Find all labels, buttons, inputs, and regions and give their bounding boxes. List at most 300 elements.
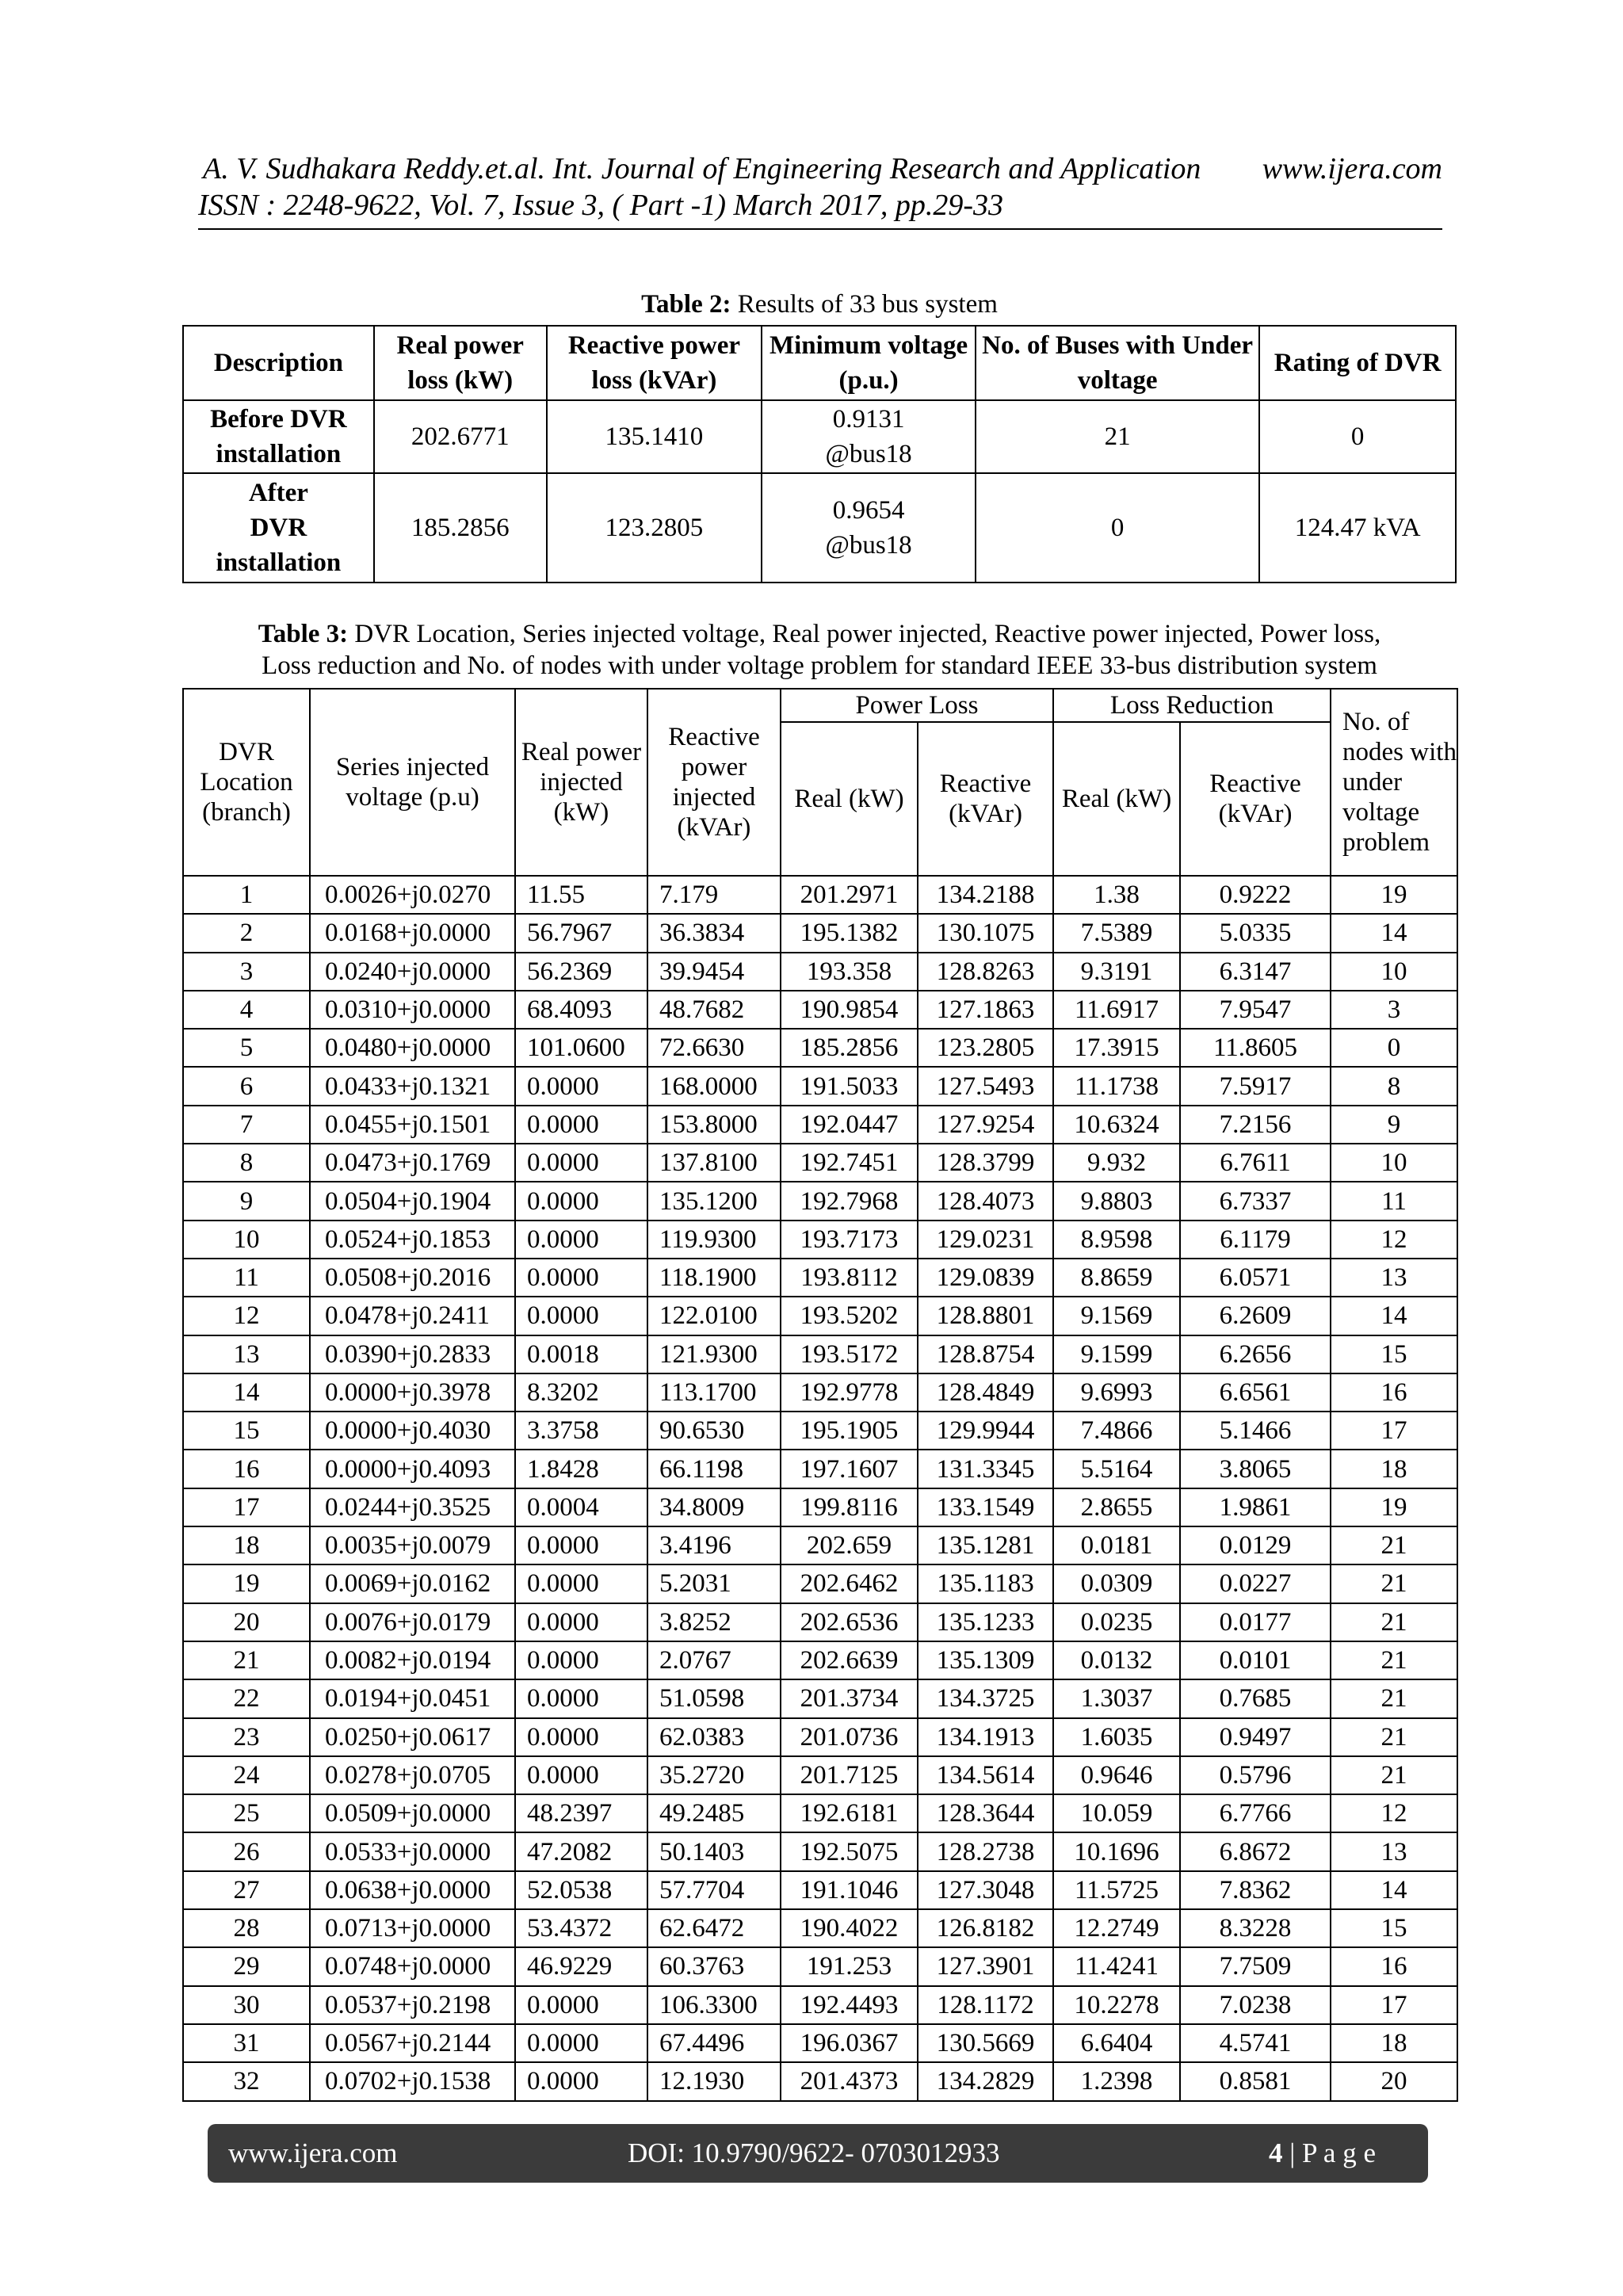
table3-cell: 0.0000: [515, 1221, 647, 1259]
table3-cell: 0.0132: [1053, 1641, 1180, 1679]
table3-cell: 0.0000: [515, 1756, 647, 1794]
table3-cell: 0.0168+j0.0000: [310, 914, 515, 952]
table3-row: [183, 1221, 1457, 1259]
table3-cell: 17: [183, 1488, 310, 1526]
table3-row: [183, 991, 1457, 1029]
table3-row: [183, 1335, 1457, 1373]
table3-cell: 0.0000: [515, 1144, 647, 1182]
table2-cell: 202.6771: [374, 400, 547, 473]
table2-header-cell: Minimum voltage (p.u.): [762, 326, 976, 400]
table3-row: [183, 1450, 1457, 1488]
table3-cell: 121.9300: [647, 1335, 781, 1373]
table3-header-voltage: Series injected voltage (p.u): [310, 689, 515, 876]
table3-cell: 0.0000+j0.4093: [310, 1450, 515, 1488]
table3-cell: 6.6404: [1053, 2024, 1180, 2062]
table3-cell: 6.2609: [1180, 1297, 1331, 1335]
table3-cell: 0.0390+j0.2833: [310, 1335, 515, 1373]
table3-cell: 66.1198: [647, 1450, 781, 1488]
table3-cell: 190.4022: [781, 1909, 918, 1947]
table3-row: [183, 1488, 1457, 1526]
table3-cell: 192.9778: [781, 1373, 918, 1412]
table3-row: [183, 914, 1457, 952]
table3-cell: 4.5741: [1180, 2024, 1331, 2062]
table3-cell: 130.1075: [918, 914, 1053, 952]
table3-cell: 9.1569: [1053, 1297, 1180, 1335]
table3-cell: 0.0000: [515, 1986, 647, 2024]
table3-cell: 193.5202: [781, 1297, 918, 1335]
table3-cell: 128.3644: [918, 1794, 1053, 1832]
table3-cell: 0.0250+j0.0617: [310, 1718, 515, 1756]
table3-row: [183, 2024, 1457, 2062]
table3-cell: 192.4493: [781, 1986, 918, 2024]
table3-cell: 10.6324: [1053, 1106, 1180, 1144]
table3-cell: 0.0076+j0.0179: [310, 1603, 515, 1641]
table3-cell: 193.5172: [781, 1335, 918, 1373]
table3-cell: 193.7173: [781, 1221, 918, 1259]
table3-cell: 12: [183, 1297, 310, 1335]
table3-cell: 0.0000+j0.3978: [310, 1373, 515, 1412]
table3-row: [183, 1259, 1457, 1297]
table3-cell: 0.0473+j0.1769: [310, 1144, 515, 1182]
page-number: 4: [1269, 2137, 1283, 2168]
table3-cell: 0.0748+j0.0000: [310, 1947, 515, 1985]
table3-subheader-real: Real (kW): [781, 722, 918, 876]
table3-cell: 106.3300: [647, 1986, 781, 2024]
table3-cell: 192.7968: [781, 1182, 918, 1220]
table3-cell: 192.6181: [781, 1794, 918, 1832]
table3-cell: 56.7967: [515, 914, 647, 952]
table3-cell: 191.5033: [781, 1067, 918, 1105]
table2-row: [183, 473, 1456, 583]
table3-cell: 35.2720: [647, 1756, 781, 1794]
table3-cell: 2.8655: [1053, 1488, 1180, 1526]
table3-cell: 7.0238: [1180, 1986, 1331, 2024]
table3-cell: 17: [1331, 1986, 1457, 2024]
table2-header-cell: Rating of DVR: [1259, 326, 1456, 400]
table3-cell: 1.9861: [1180, 1488, 1331, 1526]
table3-cell: 10: [183, 1221, 310, 1259]
table3-cell: 5.0335: [1180, 914, 1331, 952]
table3-cell: 2.0767: [647, 1641, 781, 1679]
table3-cell: 195.1905: [781, 1412, 918, 1450]
table3-cell: 10: [1331, 1144, 1457, 1182]
table3-cell: 1: [183, 876, 310, 914]
desc-line: DVR: [250, 514, 307, 542]
table3-cell: 31: [183, 2024, 310, 2062]
table3-cell: 0.0524+j0.1853: [310, 1221, 515, 1259]
table2-caption-label: Table 2:: [641, 290, 731, 319]
table2-row: [183, 400, 1456, 473]
table3-cell: 134.3725: [918, 1679, 1053, 1717]
table3-cell: 0.0000: [515, 2062, 647, 2100]
table3-cell: 11.5725: [1053, 1871, 1180, 1909]
table3-cell: 0.0000: [515, 1641, 647, 1679]
table3-cell: 39.9454: [647, 953, 781, 991]
table3-cell: 201.2971: [781, 876, 918, 914]
table3-cell: 10.1696: [1053, 1832, 1180, 1870]
table3-cell: 195.1382: [781, 914, 918, 952]
table3-cell: 6.1179: [1180, 1221, 1331, 1259]
table3-cell: 0.0000: [515, 1106, 647, 1144]
table3-subheader-reactive: Reactive (kVAr): [918, 722, 1053, 876]
table3-cell: 202.6536: [781, 1603, 918, 1641]
table3-cell: 14: [1331, 1297, 1457, 1335]
table3-cell: 16: [1331, 1373, 1457, 1412]
table3-cell: 7.2156: [1180, 1106, 1331, 1144]
table3-cell: 16: [183, 1450, 310, 1488]
table3-cell: 11: [183, 1259, 310, 1297]
table3-cell: 128.1172: [918, 1986, 1053, 2024]
table3-cell: 7.4866: [1053, 1412, 1180, 1450]
table3-cell: 134.2829: [918, 2062, 1053, 2100]
table3-cell: 0.0018: [515, 1335, 647, 1373]
footer-page: [1269, 2137, 1376, 2169]
table3-cell: 0.0004: [515, 1488, 647, 1526]
table3-cell: 1.6035: [1053, 1718, 1180, 1756]
table2-header-row: [183, 326, 1456, 400]
table3-cell: 127.3901: [918, 1947, 1053, 1985]
table3-row: [183, 2062, 1457, 2100]
table3-cell: 135.1309: [918, 1641, 1053, 1679]
table2-cell: 0: [1259, 400, 1456, 473]
table3-cell: 0.0713+j0.0000: [310, 1909, 515, 1947]
footer-website[interactable]: www.ijera.com: [228, 2137, 398, 2168]
table3-cell: 0.8581: [1180, 2062, 1331, 2100]
table3-cell: 5.5164: [1053, 1450, 1180, 1488]
table3-cell: 123.2805: [918, 1029, 1053, 1067]
table3-cell: 12: [1331, 1221, 1457, 1259]
table3-cell: 0.0181: [1053, 1526, 1180, 1564]
table3-cell: 201.3734: [781, 1679, 918, 1717]
table3-cell: 6.6561: [1180, 1373, 1331, 1412]
table3-caption: [182, 618, 1457, 682]
table3-cell: 7: [183, 1106, 310, 1144]
table3-cell: 56.2369: [515, 953, 647, 991]
table3-cell: 26: [183, 1832, 310, 1870]
table3-cell: 11.4241: [1053, 1947, 1180, 1985]
table3-cell: 9.6993: [1053, 1373, 1180, 1412]
table3-cell: 0.0035+j0.0079: [310, 1526, 515, 1564]
table3-cell: 0.0235: [1053, 1603, 1180, 1641]
table3-cell: 128.8754: [918, 1335, 1053, 1373]
table3-cell: 0.0000: [515, 2024, 647, 2062]
table3-cell: 9: [183, 1182, 310, 1220]
table3-cell: 51.0598: [647, 1679, 781, 1717]
table3-cell: 119.9300: [647, 1221, 781, 1259]
table3-cell: 67.4496: [647, 2024, 781, 2062]
table3-cell: 19: [1331, 876, 1457, 914]
table3-cell: 0.0000: [515, 1297, 647, 1335]
table3-cell: 6.7337: [1180, 1182, 1331, 1220]
table3-header-reactive-injected: Reactive power injected (kVAr): [647, 689, 781, 876]
table3-row: [183, 1832, 1457, 1870]
table3-cell: 5.2031: [647, 1564, 781, 1603]
table3-cell: 0.0533+j0.0000: [310, 1832, 515, 1870]
table3-cell: 185.2856: [781, 1029, 918, 1067]
table3-row: [183, 1756, 1457, 1794]
table3-cell: 3: [1331, 991, 1457, 1029]
table3-cell: 6.3147: [1180, 953, 1331, 991]
table3-cell: 7.5917: [1180, 1067, 1331, 1105]
page-footer: [208, 2124, 1428, 2183]
table3-row: [183, 1794, 1457, 1832]
table3-cell: 19: [183, 1564, 310, 1603]
table3-cell: 196.0367: [781, 2024, 918, 2062]
table3-row: [183, 1871, 1457, 1909]
table3-row: [183, 1641, 1457, 1679]
table3-cell: 113.1700: [647, 1373, 781, 1412]
table3-cell: 21: [1331, 1641, 1457, 1679]
table3-cell: 0.0504+j0.1904: [310, 1182, 515, 1220]
table2-cell: 185.2856: [374, 473, 547, 583]
table3-cell: 18: [183, 1526, 310, 1564]
table2-header-cell: No. of Buses with Under voltage: [976, 326, 1259, 400]
table3-cell: 127.3048: [918, 1871, 1053, 1909]
table3-cell: 201.4373: [781, 2062, 918, 2100]
table3-row: [183, 1526, 1457, 1564]
table3-row: [183, 1144, 1457, 1182]
table2-cell: Before DVR installation: [183, 400, 374, 473]
table3-row: [183, 1947, 1457, 1985]
table3-cell: 7.9547: [1180, 991, 1331, 1029]
table3-cell: 8.3202: [515, 1373, 647, 1412]
table3-cell: 202.659: [781, 1526, 918, 1564]
table3-cell: 10: [1331, 953, 1457, 991]
table3-row: [183, 1909, 1457, 1947]
table3-cell: 129.9944: [918, 1412, 1053, 1450]
table3-cell: 0.0480+j0.0000: [310, 1029, 515, 1067]
min-voltage-bus: @bus18: [825, 531, 912, 560]
table3-cell: 6: [183, 1067, 310, 1105]
table3-cell: 68.4093: [515, 991, 647, 1029]
table3-cell: 127.1863: [918, 991, 1053, 1029]
table3-cell: 0.0129: [1180, 1526, 1331, 1564]
desc-line: After: [248, 479, 308, 507]
table3-cell: 0.0069+j0.0162: [310, 1564, 515, 1603]
table3-row: [183, 1182, 1457, 1220]
table3-cell: 23: [183, 1718, 310, 1756]
table3-cell: 130.5669: [918, 2024, 1053, 2062]
table3-cell: 13: [183, 1335, 310, 1373]
table3-header-nodes: No. of nodes with under voltage problem: [1331, 689, 1457, 876]
table3-cell: 134.5614: [918, 1756, 1053, 1794]
table3-cell: 128.8801: [918, 1297, 1053, 1335]
table3-row: [183, 1373, 1457, 1412]
table2-header-cell: Description: [183, 326, 374, 400]
table3-cell: 4: [183, 991, 310, 1029]
table3-cell: 127.5493: [918, 1067, 1053, 1105]
table3-cell: 10.059: [1053, 1794, 1180, 1832]
table3-cell: 0.0000: [515, 1067, 647, 1105]
table3-cell: 18: [1331, 1450, 1457, 1488]
table3-cell: 10.2278: [1053, 1986, 1180, 2024]
table3-cell: 192.7451: [781, 1144, 918, 1182]
table3-cell: 7.179: [647, 876, 781, 914]
min-voltage-value: 0.9654: [832, 496, 905, 525]
table3-cell: 0.0309: [1053, 1564, 1180, 1603]
table3-cell: 11.8605: [1180, 1029, 1331, 1067]
table3-cell: 24: [183, 1756, 310, 1794]
table3-cell: 127.9254: [918, 1106, 1053, 1144]
table2-header-cell: Real power loss (kW): [374, 326, 547, 400]
table3-cell: 135.1200: [647, 1182, 781, 1220]
table3-cell: 47.2082: [515, 1832, 647, 1870]
table3-header-real-injected: Real power injected (kW): [515, 689, 647, 876]
table3-cell: 1.38: [1053, 876, 1180, 914]
table2-cell: 135.1410: [547, 400, 762, 473]
table3-row: [183, 1412, 1457, 1450]
header-issn: ISSN : 2248-9622, Vol. 7, Issue 3, ( Part -1) March 2017, pp.29-33: [198, 189, 1004, 222]
table3-cell: 27: [183, 1871, 310, 1909]
table3-cell: 13: [1331, 1832, 1457, 1870]
table3-cell: 60.3763: [647, 1947, 781, 1985]
table3-cell: 8.9598: [1053, 1221, 1180, 1259]
table3-cell: 22: [183, 1679, 310, 1717]
table3-subheader-real: Real (kW): [1053, 722, 1180, 876]
table3-cell: 19: [1331, 1488, 1457, 1526]
table2-cell: 124.47 kVA: [1259, 473, 1456, 583]
table3-cell: 11: [1331, 1182, 1457, 1220]
header-rule: [198, 228, 1442, 230]
table3-caption-label: Table 3:: [258, 620, 349, 648]
table3-cell: 9.3191: [1053, 953, 1180, 991]
table3-cell: 128.2738: [918, 1832, 1053, 1870]
table3-cell: 135.1183: [918, 1564, 1053, 1603]
table3-cell: 201.7125: [781, 1756, 918, 1794]
table3-cell: 50.1403: [647, 1832, 781, 1870]
table3-cell: 5: [183, 1029, 310, 1067]
table3-cell: 3: [183, 953, 310, 991]
table3-cell: 0.7685: [1180, 1679, 1331, 1717]
table3-cell: 0.0567+j0.2144: [310, 2024, 515, 2062]
table3-cell: 0.0244+j0.3525: [310, 1488, 515, 1526]
table3-cell: 199.8116: [781, 1488, 918, 1526]
table3-row: [183, 1603, 1457, 1641]
min-voltage-value: 0.9131: [832, 405, 905, 434]
table3-cell: 193.8112: [781, 1259, 918, 1297]
table3-header-power-loss: Power Loss: [781, 689, 1053, 722]
table3-cell: 128.3799: [918, 1144, 1053, 1182]
table3-cell: 6.0571: [1180, 1259, 1331, 1297]
table3-cell: 14: [1331, 1871, 1457, 1909]
header-website: www.ijera.com: [1262, 152, 1442, 185]
table3-cell: 62.6472: [647, 1909, 781, 1947]
table3-cell: 135.1233: [918, 1603, 1053, 1641]
table3-cell: 197.1607: [781, 1450, 918, 1488]
running-header: [198, 151, 1442, 223]
table3-cell: 32: [183, 2062, 310, 2100]
header-citation: A. V. Sudhakara Reddy.et.al. Int. Journal of Engineering Research and Application: [203, 152, 1201, 185]
table3-cell: 0.5796: [1180, 1756, 1331, 1794]
table3-cell: 0.0194+j0.0451: [310, 1679, 515, 1717]
table3-cell: 202.6639: [781, 1641, 918, 1679]
table3-cell: 0.0000: [515, 1182, 647, 1220]
table3-cell: 122.0100: [647, 1297, 781, 1335]
table3-cell: 0.9646: [1053, 1756, 1180, 1794]
table3-cell: 36.3834: [647, 914, 781, 952]
table3-cell: 0.0000: [515, 1679, 647, 1717]
table3-cell: 6.2656: [1180, 1335, 1331, 1373]
table3-caption-text: DVR Location, Series injected voltage, Real power injected, Reactive power injected, Power loss,: [348, 620, 1381, 648]
table2-cell: [762, 400, 976, 473]
table3-cell: 90.6530: [647, 1412, 781, 1450]
table3-cell: 153.8000: [647, 1106, 781, 1144]
table3-cell: 12.1930: [647, 2062, 781, 2100]
table3-cell: 21: [1331, 1756, 1457, 1794]
table3-cell: 46.9229: [515, 1947, 647, 1985]
table3-cell: 0.0240+j0.0000: [310, 953, 515, 991]
table3-cell: 8.3228: [1180, 1909, 1331, 1947]
table3-cell: 0.0000: [515, 1259, 647, 1297]
table3-cell: 3.4196: [647, 1526, 781, 1564]
table3-cell: 128.4073: [918, 1182, 1053, 1220]
table3-cell: 72.6630: [647, 1029, 781, 1067]
table3-cell: 29: [183, 1947, 310, 1985]
table3-row: [183, 876, 1457, 914]
table3-cell: 0.9497: [1180, 1718, 1331, 1756]
table3-cell: 128.4849: [918, 1373, 1053, 1412]
table2-caption: [182, 288, 1457, 320]
table3-subheader-reactive: Reactive (kVAr): [1180, 722, 1331, 876]
table3-cell: 192.5075: [781, 1832, 918, 1870]
table3-cell: 0.0508+j0.2016: [310, 1259, 515, 1297]
table3-cell: 57.7704: [647, 1871, 781, 1909]
table3-cell: 0.0082+j0.0194: [310, 1641, 515, 1679]
table2-caption-text: Results of 33 bus system: [731, 290, 998, 319]
table3-header-row: [183, 689, 1457, 722]
table3-cell: 8.8659: [1053, 1259, 1180, 1297]
table3-cell: 131.3345: [918, 1450, 1053, 1488]
table3-cell: 48.7682: [647, 991, 781, 1029]
table3-cell: 21: [1331, 1718, 1457, 1756]
table3-cell: 11.1738: [1053, 1067, 1180, 1105]
table3-cell: 0.0000: [515, 1564, 647, 1603]
table3-header-location: DVR Location (branch): [183, 689, 310, 876]
table3-cell: 126.8182: [918, 1909, 1053, 1947]
table3-cell: 3.3758: [515, 1412, 647, 1450]
table3-cell: 0.9222: [1180, 876, 1331, 914]
table3-row: [183, 1106, 1457, 1144]
table3: [182, 688, 1458, 2102]
table3-body: [183, 876, 1457, 2101]
table3-cell: 0.0638+j0.0000: [310, 1871, 515, 1909]
table2-cell: [762, 473, 976, 583]
table3-cell: 15: [1331, 1909, 1457, 1947]
table3-row: [183, 1718, 1457, 1756]
table3-cell: 8: [1331, 1067, 1457, 1105]
table3-cell: 0.0537+j0.2198: [310, 1986, 515, 2024]
table3-cell: 9.8803: [1053, 1182, 1180, 1220]
table3-cell: 0: [1331, 1029, 1457, 1067]
table3-cell: 1.8428: [515, 1450, 647, 1488]
table3-cell: 6.8672: [1180, 1832, 1331, 1870]
table3-cell: 1.3037: [1053, 1679, 1180, 1717]
desc-line: installation: [216, 548, 342, 577]
table3-cell: 134.2188: [918, 876, 1053, 914]
table3-cell: 0.0000: [515, 1718, 647, 1756]
table3-cell: 17.3915: [1053, 1029, 1180, 1067]
table2-cell: 21: [976, 400, 1259, 473]
table3-cell: 0.0433+j0.1321: [310, 1067, 515, 1105]
table3-cell: 17: [1331, 1412, 1457, 1450]
table3-cell: 1.2398: [1053, 2062, 1180, 2100]
table3-cell: 15: [183, 1412, 310, 1450]
table3-cell: 11.6917: [1053, 991, 1180, 1029]
table3-cell: 133.1549: [918, 1488, 1053, 1526]
table3-cell: 0.0101: [1180, 1641, 1331, 1679]
table3-cell: 0.0000: [515, 1603, 647, 1641]
table3-cell: 0.0177: [1180, 1603, 1331, 1641]
